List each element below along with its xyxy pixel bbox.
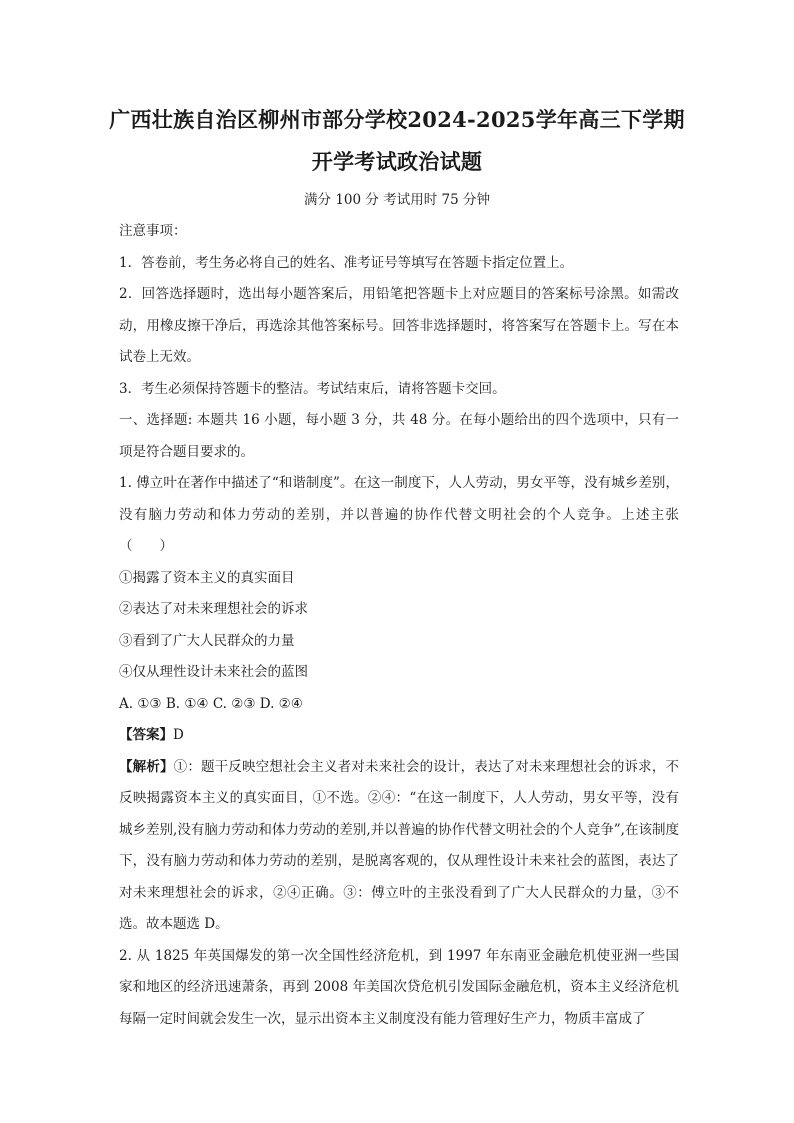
question-1-option-3: ③看到了广大人民群众的力量 — [119, 632, 295, 649]
question-1-option-1: ①揭露了资本主义的真实面目 — [119, 569, 295, 586]
document-body — [119, 216, 679, 1035]
note-item-1: 1．答卷前，考生务必将自己的姓名、准考证号等填写在答题卡指定位置上。 — [119, 254, 574, 271]
question-1-option-2: ②表达了对未来理想社会的诉求 — [119, 601, 308, 617]
section-intro: 一、选择题: 本题共 16 小题，每小题 3 分，共 48 分。在每小题给出的四个选项中，只有一项是符合题目要求的。 — [119, 412, 679, 460]
analysis-label: 【解析】 — [119, 758, 174, 775]
question-2-stem: 2. 从 1825 年英国爆发的第一次全国性经济危机，到 1997 年东南亚金融危机使亚洲一些国家和地区的经济迅速萧条，再到 2008 年美国次贷危机引发国际金融危机，资本主义经济危机每隔一定时间就会发生一次，显示出资本主义制度没有能力管理好生产力，物质丰富成了 — [119, 947, 679, 1027]
answer-value: D — [173, 727, 184, 743]
question-1-stem: 1. 傅立叶在著作中描述了“和谐制度”。在这一制度下，人人劳动，男女平等，没有城乡差别，没有脑力劳动和体力劳动的差别，并以普遍的协作代替文明社会的个人竞争。上述主张（ ） — [119, 475, 679, 554]
analysis-text: ①：题干反映空想社会主义者对未来社会的设计，表达了对未来理想社会的诉求，不反映揭露资本主义的真实面目，①不选。②④：“在这一制度下，人人劳动，男女平等，没有城乡差别,没有脑力劳动和体力劳动的差别,并以普遍的协作代替文明社会的个人竞争”,在该制度下，没有脑力劳动和体力劳动的差别，是脱离客观的，仅从理性设计未来社会的蓝图，表达了对未来理想社会的诉求，②④正确。③：傅立叶的主张没看到了广大人民群众的力量，③不选。故本题选 D。 — [119, 758, 680, 932]
question-1-answer — [119, 720, 679, 752]
exam-subtitle: 满分 100 分 考试用时 75 分钟 — [304, 192, 490, 208]
notes-heading: 注意事项： — [119, 223, 187, 239]
note-item-2: 2．回答选择题时，选出每小题答案后，用铅笔把答题卡上对应题目的答案标号涂黑。如需改动，用橡皮擦干净后，再选涂其他答案标号。回答非选择题时，将答案写在答题卡上。写在本试卷上无效。 — [119, 286, 679, 365]
exam-title-line-1: 广西壮族自治区柳州市部分学校2024-2025学年高三下学期 — [109, 107, 685, 132]
answer-label: 【答案】 — [119, 727, 173, 743]
question-1-choices: A. ①③ B. ①④ C. ②③ D. ②④ — [119, 695, 303, 712]
question-1-option-4: ④仅从理性设计未来社会的蓝图 — [119, 664, 308, 680]
question-1-analysis — [119, 752, 679, 941]
note-item-3: 3．考生必须保持答题卡的整洁。考试结束后，请将答题卡交回。 — [119, 380, 506, 397]
exam-title-line-2: 开学考试政治试题 — [311, 149, 483, 174]
